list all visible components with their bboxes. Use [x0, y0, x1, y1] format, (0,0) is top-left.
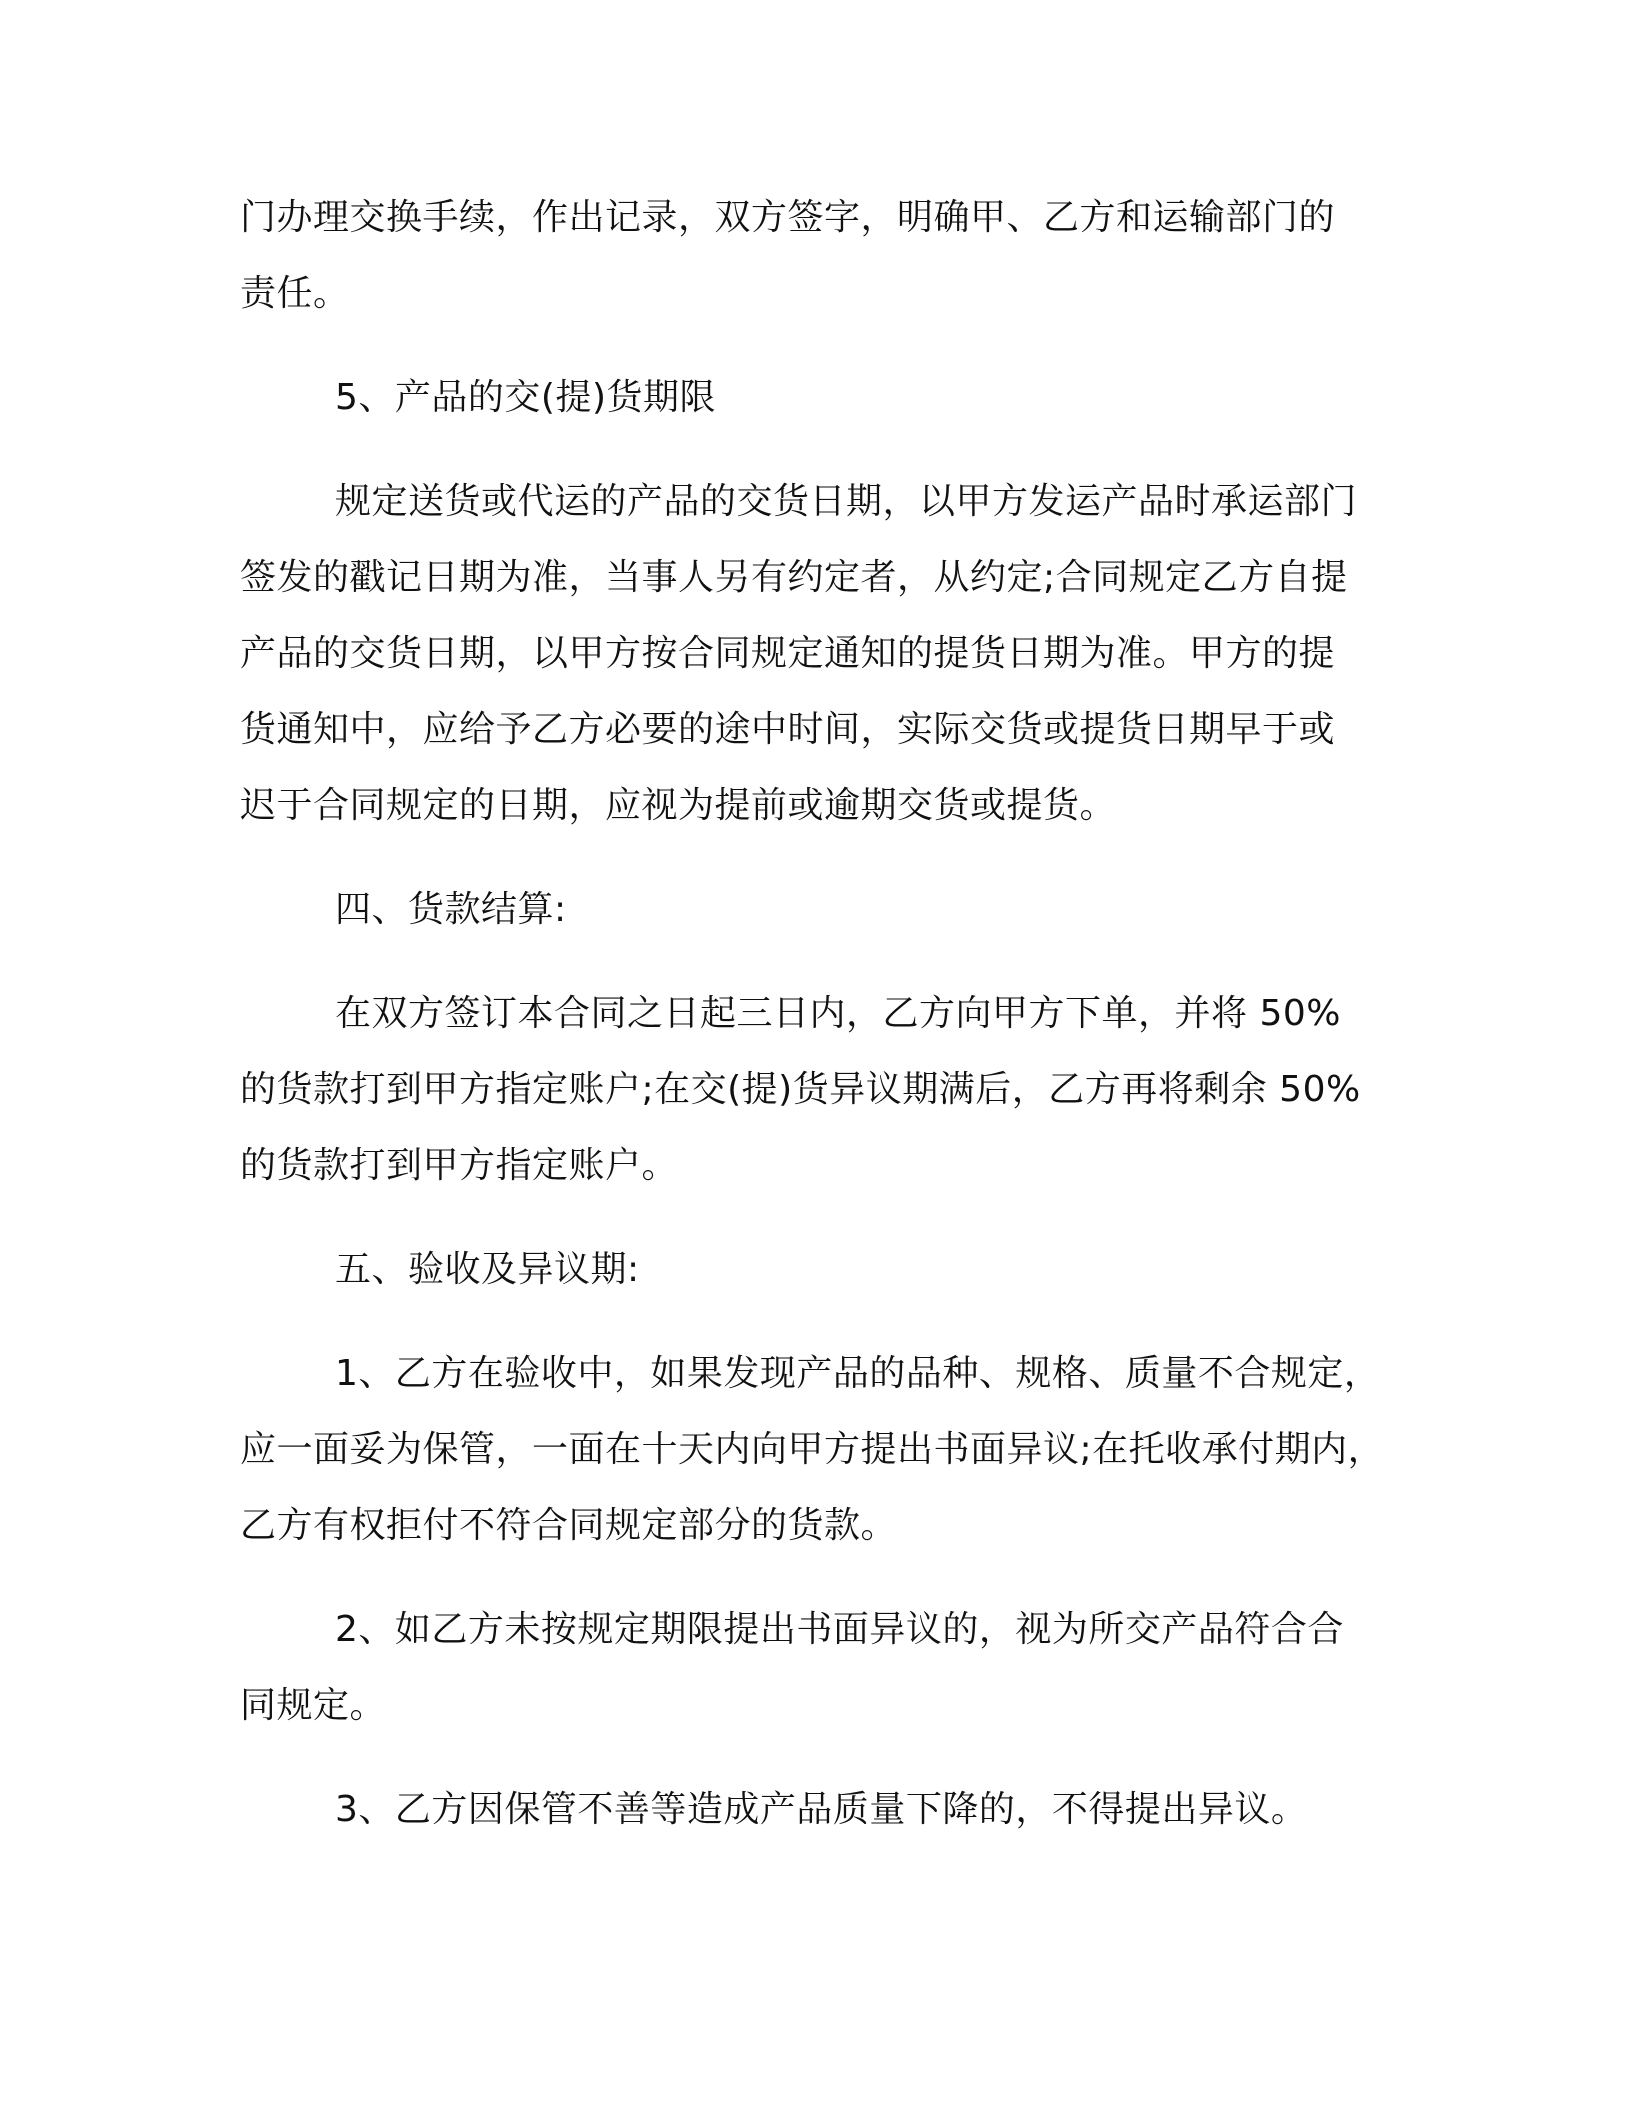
- text-line: 3、乙方因保管不善等造成产品质量下降的，不得提出异议。: [335, 1789, 1308, 1830]
- text-line: 的货款打到甲方指定账户;在交(提)货异议期满后，乙方再将剩余 50%: [240, 1069, 1361, 1110]
- section-heading: 5、产品的交(提)货期限: [335, 377, 716, 418]
- text-line: 签发的戳记日期为准，当事人另有约定者，从约定;合同规定乙方自提: [240, 557, 1348, 598]
- text-line: 同规定。: [240, 1685, 387, 1726]
- text-line: 乙方有权拒付不符合同规定部分的货款。: [240, 1505, 898, 1546]
- text-line: 在双方签订本合同之日起三日内，乙方向甲方下单，并将 50%: [335, 993, 1341, 1034]
- text-line: 1、乙方在验收中，如果发现产品的品种、规格、质量不合规定，: [335, 1353, 1381, 1394]
- text-line: 责任。: [240, 273, 350, 314]
- text-line: 产品的交货日期，以甲方按合同规定通知的提货日期为准。甲方的提: [240, 633, 1336, 674]
- text-line: 货通知中，应给予乙方必要的途中时间，实际交货或提货日期早于或: [240, 709, 1336, 750]
- text-line: 门办理交换手续，作出记录，双方签字，明确甲、乙方和运输部门的: [240, 197, 1336, 238]
- text-line: 的货款打到甲方指定账户。: [240, 1145, 679, 1186]
- text-line: 应一面妥为保管，一面在十天内向甲方提出书面异议;在托收承付期内，: [240, 1429, 1385, 1470]
- text-line: 规定送货或代运的产品的交货日期，以甲方发运产品时承运部门: [335, 481, 1358, 522]
- section-heading: 四、货款结算:: [335, 889, 567, 930]
- text-line: 迟于合同规定的日期，应视为提前或逾期交货或提货。: [240, 785, 1117, 826]
- text-line: 2、如乙方未按规定期限提出书面异议的，视为所交产品符合合: [335, 1609, 1344, 1650]
- section-heading: 五、验收及异议期:: [335, 1249, 640, 1290]
